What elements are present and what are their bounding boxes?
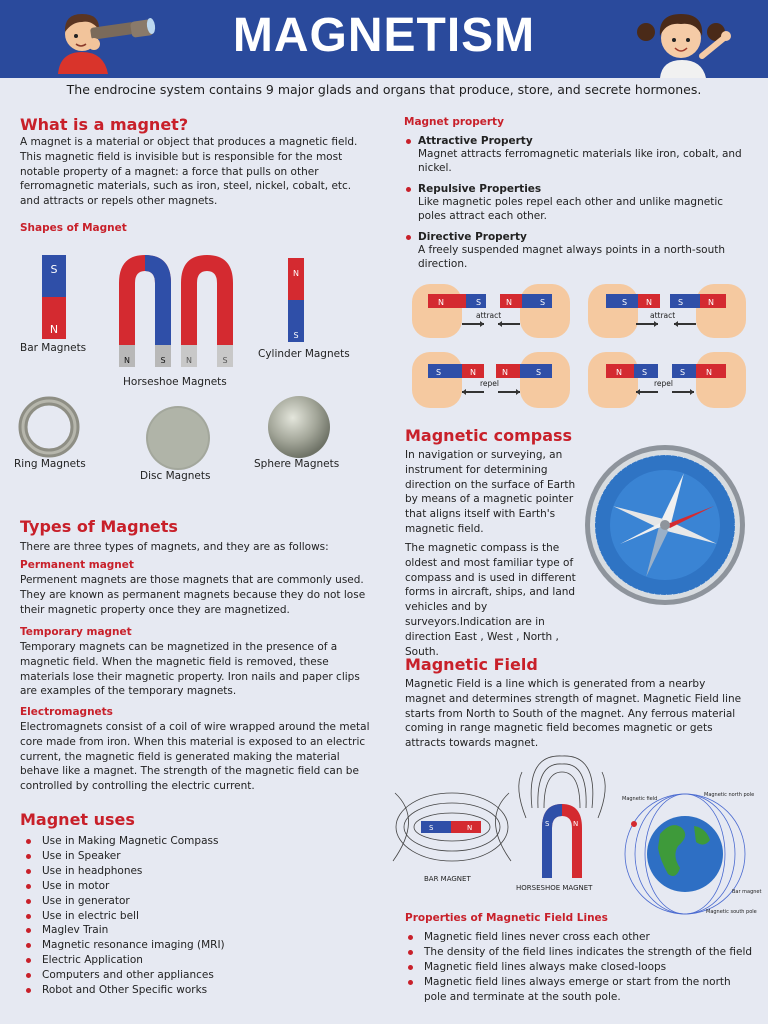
shapes-heading: Shapes of Magnet bbox=[20, 222, 127, 234]
boy-telescope-illustration bbox=[52, 8, 162, 74]
field-text: Magnetic Field is a line which is generated from a nearby magnet and determines strength of magnet. Magnetic Field line starts from North to South of the magnet. Any ferrous material coming in range magnetic field becomes magnetic or gets attracts towards magnet. bbox=[405, 678, 742, 750]
pole-s-label: S bbox=[429, 824, 434, 832]
repel-label: repel bbox=[654, 379, 673, 388]
electromagnets-title: Electromagnets bbox=[20, 706, 113, 718]
ring-magnets-label: Ring Magnets bbox=[14, 458, 86, 470]
list-item: Use in generator bbox=[20, 894, 360, 909]
magnet-s-label: S bbox=[536, 368, 542, 377]
attract-label: attract bbox=[476, 311, 502, 320]
uses-list bbox=[20, 834, 360, 998]
bar-magnets-label: Bar Magnets bbox=[20, 342, 87, 354]
list-item: Computers and other appliances bbox=[20, 968, 360, 983]
bar-magnet-image bbox=[42, 255, 66, 339]
property-directive bbox=[404, 231, 744, 271]
temporary-title: Temporary magnet bbox=[20, 626, 132, 638]
list-item: Use in headphones bbox=[20, 864, 360, 879]
field-heading: Magnetic Field bbox=[405, 655, 538, 674]
cylinder-pole-s: S bbox=[293, 331, 299, 340]
list-item: Magnetic field lines always make closed-loops bbox=[402, 960, 754, 975]
property-text: Like magnetic poles repel each other and unlike magnetic poles attract each other. bbox=[418, 196, 724, 222]
magnet-s-label: S bbox=[436, 368, 442, 377]
list-item: Use in motor bbox=[20, 879, 360, 894]
list-item: Magnetic field lines never cross each other bbox=[402, 930, 754, 945]
bar-magnet-pole-s: S bbox=[50, 263, 58, 276]
property-repulsive bbox=[404, 183, 744, 223]
magnet-n-label: N bbox=[708, 298, 714, 307]
property-text: Magnet attracts ferromagnetic materials like iron, cobalt, and nickel. bbox=[418, 148, 742, 174]
sphere-magnet-image bbox=[266, 396, 332, 458]
list-item: Use in Speaker bbox=[20, 849, 360, 864]
list-item: Robot and Other Specific works bbox=[20, 983, 360, 998]
pole-n-label: N bbox=[467, 824, 473, 832]
disc-magnets-label: Disc Magnets bbox=[140, 470, 211, 482]
list-item: Electric Application bbox=[20, 953, 360, 968]
field-lines-heading: Properties of Magnetic Field Lines bbox=[405, 912, 608, 924]
magnet-n-label: N bbox=[506, 298, 512, 307]
pole-s-label: S bbox=[545, 820, 550, 828]
property-title: Attractive Property bbox=[404, 135, 744, 147]
bar-magnet-field-diagram bbox=[393, 783, 511, 883]
property-title: Directive Property bbox=[404, 231, 744, 243]
horseshoe-1-pole-n: N bbox=[124, 356, 130, 365]
property-text: A freely suspended magnet always points in a north-south direction. bbox=[418, 244, 726, 270]
list-item: Use in electric bell bbox=[20, 909, 360, 924]
horseshoe-magnet-caption: HORSESHOE MAGNET bbox=[516, 884, 593, 892]
magnet-s-label: S bbox=[680, 368, 686, 377]
magnet-s-label: S bbox=[476, 298, 482, 307]
cylinder-magnets-label: Cylinder Magnets bbox=[258, 348, 350, 360]
page-title: MAGNETISM bbox=[232, 9, 536, 62]
magnet-s-label: S bbox=[622, 298, 628, 307]
types-heading: Types of Magnets bbox=[20, 517, 178, 536]
list-item: The density of the field lines indicates the strength of the field bbox=[402, 945, 754, 960]
earth-label-south: Magnetic south pole bbox=[706, 909, 757, 915]
attract-label: attract bbox=[650, 311, 676, 320]
sphere-magnets-label: Sphere Magnets bbox=[254, 458, 340, 470]
girl-illustration bbox=[640, 8, 736, 78]
ring-magnet-image bbox=[18, 396, 80, 458]
list-item: Magnetic resonance imaging (MRI) bbox=[20, 938, 360, 953]
horseshoe-field-diagram bbox=[514, 768, 610, 880]
cylinder-pole-n: N bbox=[293, 269, 299, 278]
magnet-s-label: S bbox=[540, 298, 546, 307]
magnet-n-label: N bbox=[706, 368, 712, 377]
bar-magnet-caption: BAR MAGNET bbox=[424, 875, 471, 883]
earth-label-field: Magnetic field bbox=[622, 796, 658, 802]
bar-magnet-pole-n: N bbox=[49, 323, 59, 336]
horseshoe-magnets-label: Horseshoe Magnets bbox=[123, 376, 227, 388]
horseshoe-2-pole-n: N bbox=[186, 356, 192, 365]
list-item: Use in Making Magnetic Compass bbox=[20, 834, 360, 849]
compass-image bbox=[584, 444, 746, 606]
property-title: Repulsive Properties bbox=[404, 183, 744, 195]
permanent-title: Permanent magnet bbox=[20, 559, 134, 571]
cylinder-magnet-image bbox=[288, 258, 304, 342]
what-is-heading: What is a magnet? bbox=[20, 115, 189, 134]
magnet-n-label: N bbox=[502, 368, 508, 377]
magnet-n-label: N bbox=[438, 298, 444, 307]
earth-field-diagram bbox=[620, 790, 750, 918]
what-is-text: A magnet is a material or object that produces a magnetic field. This magnetic field is invisible but is responsible for the most notable property of a magnet: a force that pulls on other ferromagnetic materials, such as iron, steel, nickel, cobalt, etc. and attracts or repels other magnets. bbox=[20, 136, 358, 208]
compass-text-2: The magnetic compass is the oldest and most familiar type of compass and is used in different forms in aircraft, ships, and land vehicles and by surveyors.Indication are in direction East , West , North , South. bbox=[405, 542, 576, 658]
earth-label-bar: Bar magnet bbox=[732, 889, 762, 895]
magnet-s-label: S bbox=[678, 298, 684, 307]
permanent-text: Permenent magnets are those magnets that are commonly used. They are known as permanent magnets because they do not lose their magnetic property once they are magnetized. bbox=[20, 574, 366, 616]
magnet-n-label: N bbox=[470, 368, 476, 377]
list-item: Maglev Train bbox=[20, 923, 360, 938]
horseshoe-magnets-image bbox=[115, 253, 240, 367]
field-lines-list bbox=[402, 930, 754, 1005]
horseshoe-1-pole-s: S bbox=[160, 356, 166, 365]
property-heading: Magnet property bbox=[404, 116, 504, 128]
attract-repel-illustration bbox=[410, 280, 750, 412]
repel-label: repel bbox=[480, 379, 499, 388]
list-item: Magnetic field lines always emerge or start from the north pole and terminate at the south pole. bbox=[402, 975, 754, 1005]
compass-heading: Magnetic compass bbox=[405, 426, 573, 445]
property-attractive bbox=[404, 135, 744, 175]
electromagnets-text: Electromagnets consist of a coil of wire wrapped around the metal core made from iron. When this material is exposed to an electric current, the magnetic field is generated making the material behave like a magnet. The strength of the magnetic field can be controlled by controlling the electric current. bbox=[20, 721, 370, 793]
types-intro: There are three types of magnets, and they are as follows: bbox=[20, 541, 329, 553]
magnet-n-label: N bbox=[616, 368, 622, 377]
page-subtitle: The endrocine system contains 9 major glads and organs that produce, store, and secrete hormones. bbox=[66, 82, 702, 97]
uses-heading: Magnet uses bbox=[20, 810, 135, 829]
magnet-n-label: N bbox=[646, 298, 652, 307]
horseshoe-2-pole-s: S bbox=[222, 356, 228, 365]
temporary-text: Temporary magnets can be magnetized in the presence of a magnetic field. When the magnetic field is removed, these materials lose their magnetic property. Iron nails and paper clips are examples of the temporary magnets. bbox=[20, 641, 360, 698]
disc-magnet-image bbox=[145, 405, 211, 471]
magnet-s-label: S bbox=[642, 368, 648, 377]
compass-text-1: In navigation or surveying, an instrument for determining direction on the surface of Earth by means of a magnetic pointer that aligns itself with Earth's magnetic field. bbox=[405, 449, 576, 535]
pole-n-label: N bbox=[573, 820, 579, 828]
earth-label-north: Magnetic north pole bbox=[704, 792, 755, 798]
